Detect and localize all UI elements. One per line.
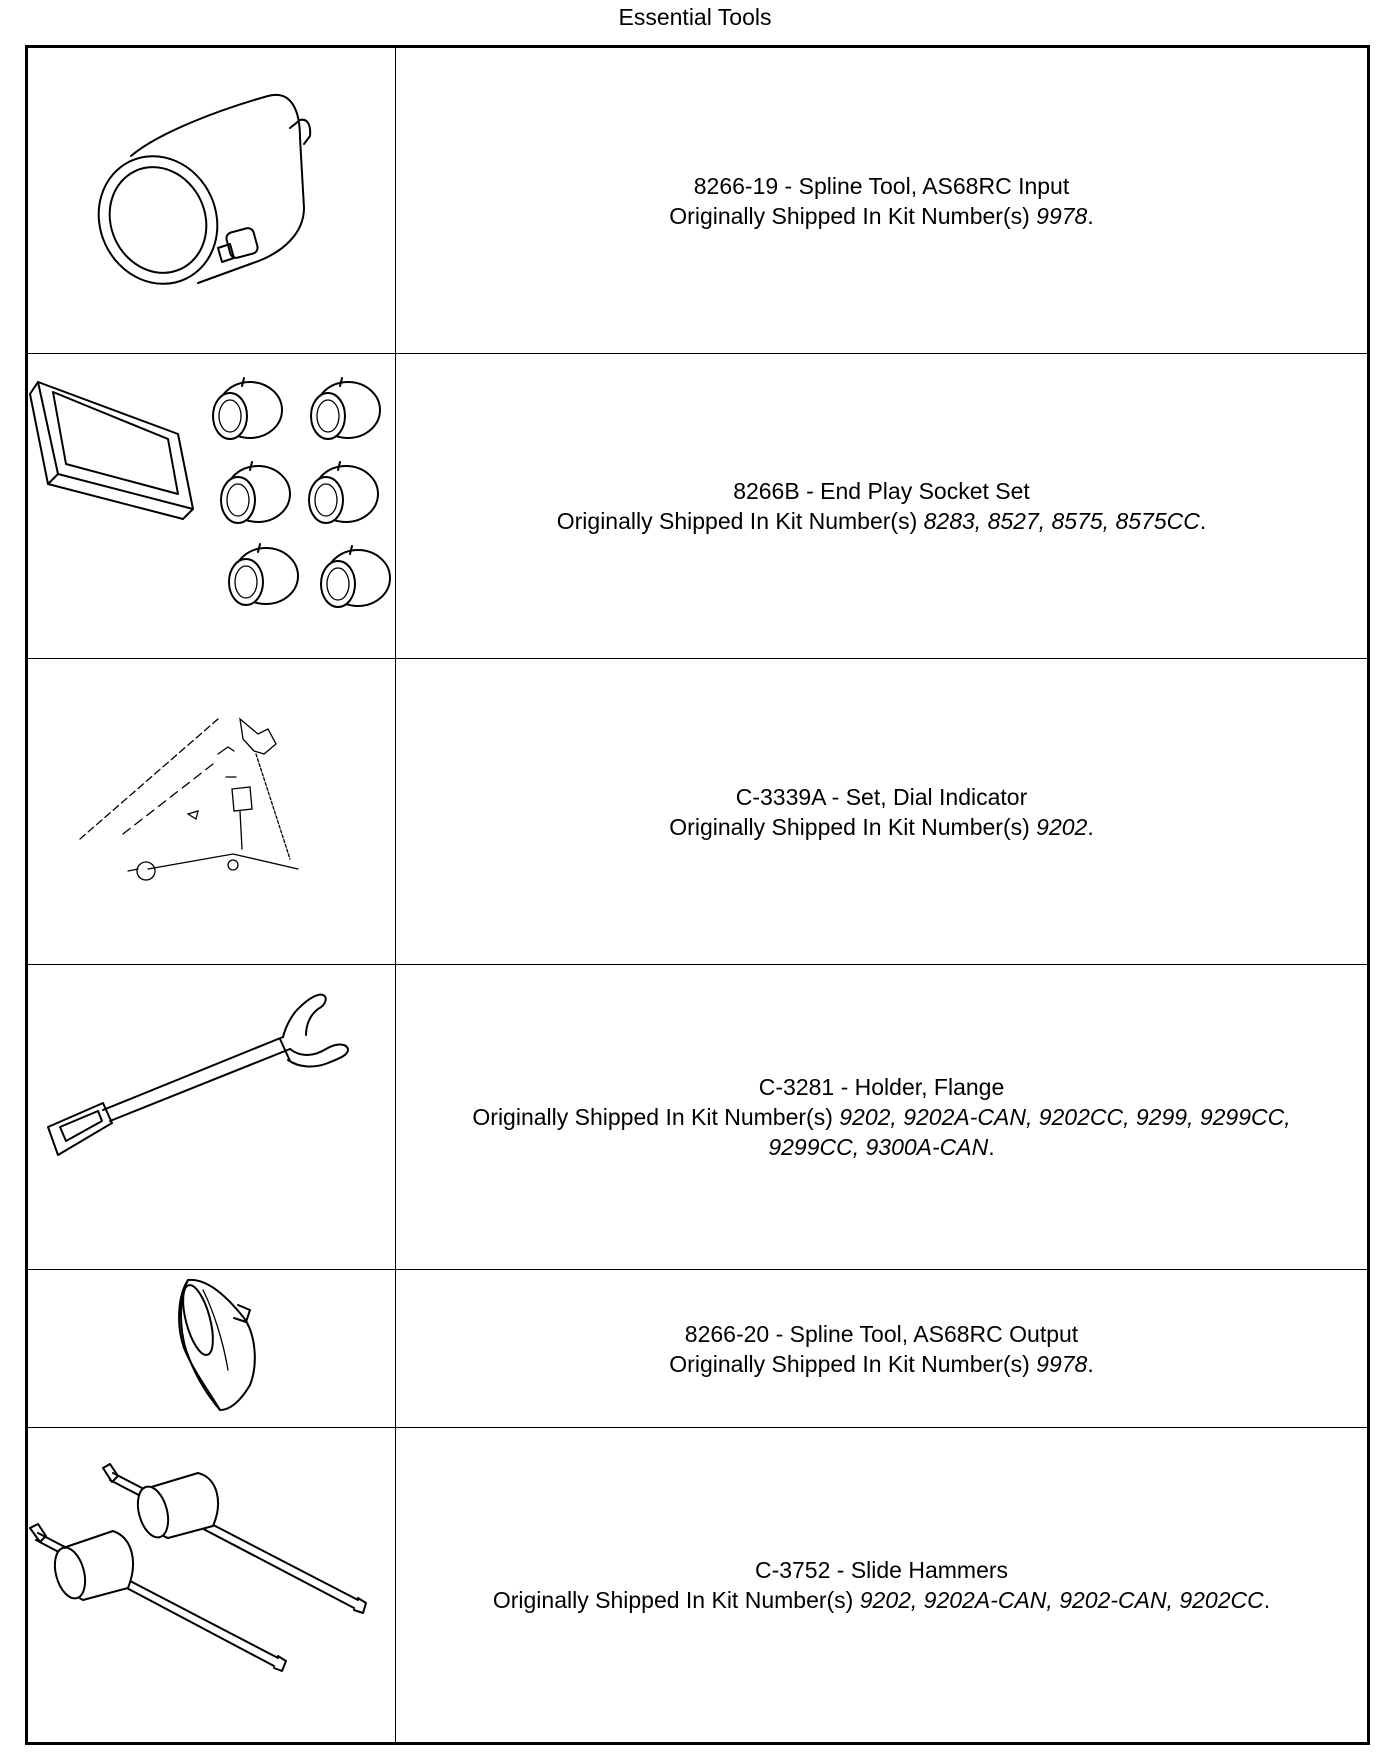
spline-tool-input-icon [28, 48, 396, 353]
tool-image-cell [28, 354, 396, 658]
tool-image-cell [28, 1270, 396, 1427]
tool-kits-line: Originally Shipped In Kit Number(s) 9202, 9202A-CAN, 9202CC, 9299, 9299CC, [472, 1104, 1291, 1130]
flange-holder-icon [28, 965, 396, 1269]
tool-row [28, 658, 1367, 964]
tool-row [28, 1269, 1367, 1427]
tool-name: C-3339A - Set, Dial Indicator [735, 783, 1028, 810]
tool-kits-line: Originally Shipped In Kit Number(s) 9202, 9202A-CAN, 9202-CAN, 9202CC. [492, 1587, 1271, 1613]
tool-kits-line: Originally Shipped In Kit Number(s) 9202. [669, 813, 1094, 840]
tool-row [28, 353, 1367, 658]
slide-hammers-icon [28, 1428, 396, 1742]
tool-image-cell [28, 1428, 396, 1742]
socket-set-icon [28, 354, 396, 658]
tool-description [396, 659, 1367, 964]
tool-image-cell [28, 965, 396, 1269]
tool-row [28, 48, 1367, 353]
tool-image-cell [28, 48, 396, 353]
spline-tool-output-icon [28, 1270, 396, 1427]
tool-description [396, 354, 1367, 658]
tool-kits-line: Originally Shipped In Kit Number(s) 9978. [669, 1350, 1094, 1377]
tool-name: 8266B - End Play Socket Set [733, 478, 1030, 504]
page-title: Essential Tools [618, 4, 772, 30]
tools-table [25, 45, 1370, 1745]
tool-description [396, 48, 1367, 353]
tool-image-cell [28, 659, 396, 964]
tool-row [28, 1427, 1367, 1742]
tool-name: 8266-19 - Spline Tool, AS68RC Input [693, 172, 1070, 199]
tool-name: C-3752 - Slide Hammers [754, 1557, 1009, 1583]
tool-kits-line: Originally Shipped In Kit Number(s) 8283, 8527, 8575, 8575CC. [556, 508, 1207, 534]
tool-kits-line: Originally Shipped In Kit Number(s) 9978. [669, 202, 1094, 229]
tool-description [396, 965, 1367, 1269]
tool-description [396, 1428, 1367, 1742]
tool-row [28, 964, 1367, 1269]
tool-description [396, 1270, 1367, 1427]
tool-name: C-3281 - Holder, Flange [758, 1074, 1005, 1100]
tool-kits-line: 9299CC, 9300A-CAN. [768, 1134, 995, 1160]
dial-indicator-icon [28, 659, 396, 964]
tool-name: 8266-20 - Spline Tool, AS68RC Output [684, 1320, 1079, 1347]
